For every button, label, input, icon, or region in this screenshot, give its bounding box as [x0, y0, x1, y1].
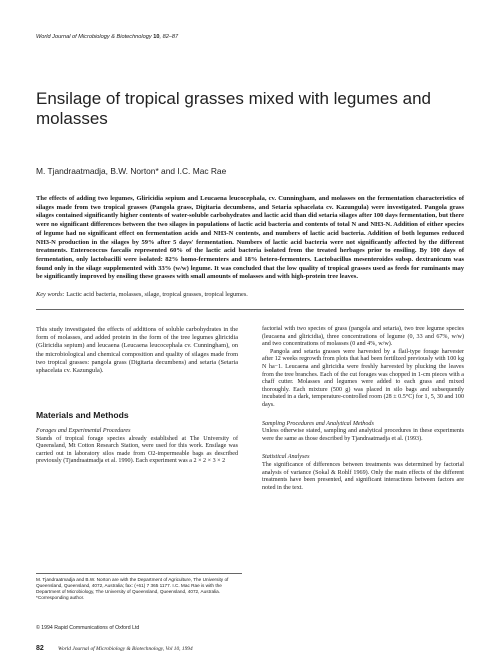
page-footer: World Journal of Microbiology & Biotechnology, Vol 10, 1994 [58, 646, 193, 652]
section-heading-materials: Materials and Methods [36, 410, 129, 420]
keywords-list: Lactic acid bacteria, molasses, silage, tropical grasses, tropical legumes. [64, 291, 248, 298]
harvest-paragraph: Pangola and setaria grasses were harvested by a flail-type forage harvester after 12 weeks regrowth from plots that had been fertilized previously with 100 kg N ha−1. Leucaena and gliricidia were freshly harvested by plucking the leaves from the tree branches. Each of the cut forages was chopped in 1-cm pieces with a chaff cutter. Molasses and legumes were added to each grass and mixed thoroughly. Each mixture (500 g) was placed in silo bags and subsequently incubated in a dark, temperature-controlled room (28 ± 0.5°C) for 1, 5, 30 and 100 days. [262, 348, 464, 408]
subheading-forages: Forages and Experimental Procedures [36, 428, 131, 434]
right-column [262, 326, 464, 492]
journal-header [36, 34, 178, 40]
keywords-label: Key words: [36, 291, 65, 298]
introduction [36, 326, 238, 375]
page-number: 82 [36, 645, 44, 652]
author-footnote: M. Tjandraatmadja and B.W. Norton are with the Department of Agriculture, The University of Queensland, Queensland, 4072, Australia; fax: (+61) 7 365 1177. I.C. Mac Rae is with the Department of Microbiology, The University of Queensland, Queensland, 4072, Australia. *Corresponding author. [36, 577, 229, 600]
journal-name: World Journal of Microbiology & Biotechnology [36, 34, 152, 40]
journal-pages: , 82–87 [159, 34, 179, 40]
article-title: Ensilage of tropical grasses mixed with legumes and molasses [36, 89, 431, 128]
forages-section [36, 428, 238, 466]
sampling-paragraph: Unless otherwise stated, sampling and analytical procedures in these experiments were the same as those described by Tjandraatmadja et al. (1993). [262, 428, 464, 442]
footnote-divider [36, 573, 242, 574]
statistical-paragraph: The significance of differences between treatments was determined by factorial analysis of variance (Sokal & Rohlf 1969). Only the main effects of the different treatments have been presented, and significant interactions between factors are noted in the text. [262, 461, 464, 491]
subheading-statistical: Statistical Analyses [262, 454, 310, 461]
intro-paragraph: This study investigated the effects of additions of soluble carbohydrates in the form of molasses, and added protein in the form of the tree legumes gliricidia (Gliricidia sepium) and leucaena (Leucaena leucocephala cv. Cunningham), on the microbiological and chemical composition and quality of silages made from two tropical grasses: pangola grass (Digitaria decumbens) and setaria (Setaria sphacelata cv. Kazungula). [36, 326, 238, 375]
copyright: © 1994 Rapid Communications of Oxford Ltd [36, 625, 140, 631]
divider [36, 309, 464, 310]
journal-volume: 10 [153, 34, 160, 40]
subheading-sampling: Sampling Procedures and Analytical Methods [262, 420, 374, 427]
forages-paragraph: Stands of tropical forage species already established at The University of Queensland, Mt Cotton Research Station, were used for this work. Ensilage was carried out in laboratory silos made from O2-impermeable bags as described previously (Tjandraatmadja et al. 1990). Each experiment was a 2 × 2 × 3 × 2 [36, 435, 238, 465]
factorial-paragraph: factorial with two species of grass (pangola and setaria), two tree legume species (leucaena and gliricidia), three concentrations of legume (0, 33 and 67%, w/w) and two concentrations of molasses (0 and 4%, w/w). [262, 326, 464, 348]
keywords [36, 291, 466, 298]
abstract: The effects of adding two legumes, Gliricidia sepium and Leucaena leucocephala, cv. Cunningham, and molasses on the fermentation characteristics of silages made from two tropical grasses (Pangola grass, Digitaria decumbens, and Setaria sphacelata cv. Kazungula) were investigated. Pangola grass silages contained significantly higher contents of water-soluble carbohydrates and lactic acid than did setaria silages after 100 days fermentation, but there were no significant differences between the two silages in populations of lactic acid bacteria and contents of total N and NH3-N. Addition of either species of legume had no significant effect on fermentation acids and NH3-N contents, and numbers of lactic acid bacteria. Addition of both legumes reduced NH3-N production in the silages by 59% after 5 days' fermentation. Numbers of lactic acid bacteria were not significantly affected by the different treatments. Enterococcus faecalis represented 60% of the lactic acid bacteria isolated from the treated herbages prior to ensiling. By 100 days of fermentation, only lactobacilli were isolated: 82% homo-fermenters and 18% hetero-fermenters. Lactobacillus mesenteroides subsp. dextranicum was found only in the silage supplemented with 33% (w/w) legume. It was concluded that the low quality of tropical grasses used as feeds for ruminants may be significantly improved by ensiling these grasses with small amounts of molasses and with high-protein tree leaves. [36, 195, 464, 281]
author-list: M. Tjandraatmadja, B.W. Norton* and I.C. Mac Rae [36, 166, 227, 176]
